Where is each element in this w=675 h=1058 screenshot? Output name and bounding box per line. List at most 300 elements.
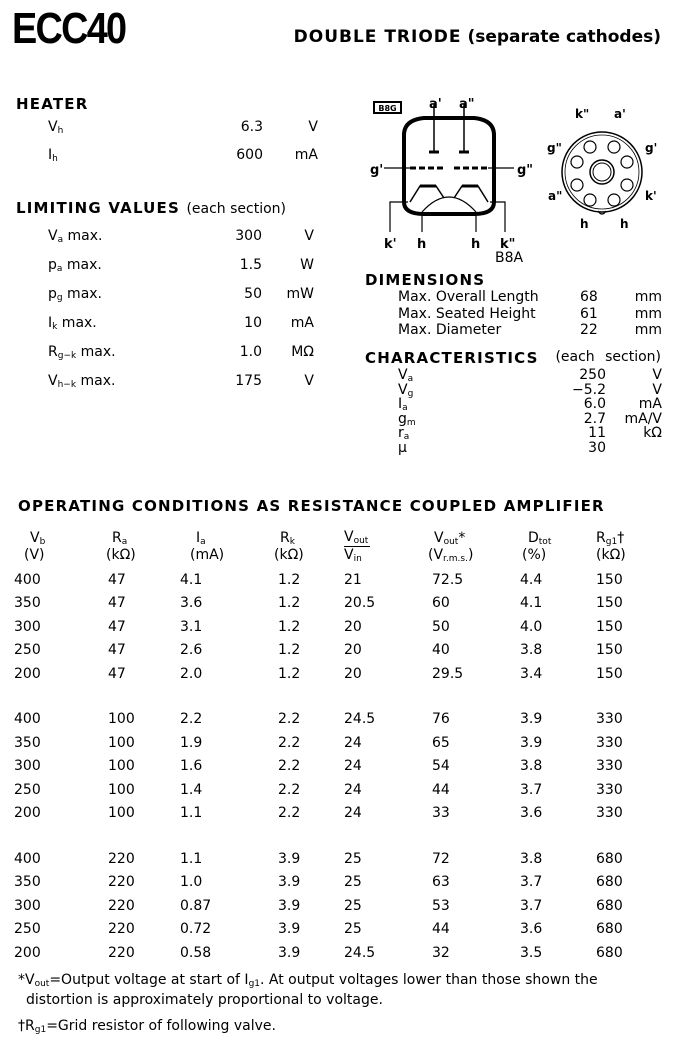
table-cell: 1.2 [278,665,301,682]
base-label-k2: k" [575,107,590,121]
symbol-subscript: b [39,537,46,547]
operating-conditions-table [14,526,656,965]
table-cell: 330 [596,781,623,798]
table-cell: 25 [344,850,362,867]
symbol-main: V [398,381,408,398]
symbol-main: V [30,530,40,546]
symbol-main: I [48,315,53,331]
table-row [14,941,656,965]
pin-8 [571,156,583,168]
table-row [14,639,656,663]
symbol-subscript: m [406,417,416,428]
label-a1: a' [429,97,442,112]
symbol-main: g [398,410,407,427]
symbol-subscript: g [56,293,63,303]
table-cell: 250 [14,781,41,798]
table-cell: 220 [108,897,135,914]
symbol-main: V [344,529,354,545]
table-cell: 400 [14,850,41,867]
table-cell: 220 [108,874,135,891]
table-row [14,802,656,826]
param-symbol [48,228,103,245]
param-unit: V [304,228,314,244]
symbol-main: p [48,257,57,273]
table-cell: 25 [344,921,362,938]
footnote-dagger-sub: g1 [34,1025,47,1035]
column-header-unit [596,547,656,568]
pin-7 [571,179,583,191]
limiting-row [48,286,314,304]
symbol-suffix: max. [62,286,103,302]
table-cell: 200 [14,665,41,682]
table-cell: 24 [344,758,362,775]
table-row [14,894,656,918]
table-cell: 350 [14,734,41,751]
table-cell: 1.2 [278,571,301,588]
footnote-star-text-sub: g1 [248,979,261,989]
table-cell: 24 [344,805,362,822]
symbol-mark: † [617,530,625,546]
param-value: 600 [236,147,263,163]
limiting-row [48,228,314,246]
table-cell: 300 [14,897,41,914]
table-cell: 330 [596,758,623,775]
base-spigot-inner [593,163,611,181]
limiting-heading [16,199,286,217]
param-symbol [398,440,407,457]
column-header-symbol [266,526,344,547]
footnote-star-text-a: =Output voltage at start of I [49,972,249,988]
table-cell: 40 [432,642,450,659]
table-row [14,778,656,802]
param-value: 10 [244,315,262,331]
table-cell: 300 [14,618,41,635]
table-cell: 150 [596,618,623,635]
table-cell: 3.6 [520,805,543,822]
table-cell: 250 [14,921,41,938]
limiting-row [48,315,314,333]
footnote-star-sub: out [34,979,50,989]
symbol-suffix: max. [63,228,103,244]
symbol-main: p [48,286,57,302]
pin-6 [584,194,596,206]
dimension-label: Max. Seated Height [398,305,536,322]
symbol-subscript: k [289,537,295,547]
unit-subscript: r.m.s. [443,554,468,564]
limiting-heading-text: LIMITING VALUES [16,199,181,217]
symbol-main: V [48,119,58,135]
base-label-g2: g" [547,141,562,155]
label-g2: g" [517,163,534,178]
symbol-main: R [596,530,606,546]
characteristic-row [398,367,662,382]
symbol-subscript: a [121,537,128,547]
table-cell: 0.58 [180,944,212,961]
param-unit: V [652,367,662,383]
table-cell: 350 [14,874,41,891]
pin-diagram-svg [362,90,675,265]
table-cell: 53 [432,897,450,914]
table-cell: 3.6 [180,595,203,612]
symbol-main: R [112,530,122,546]
symbol-main: r [398,425,404,441]
table-cell: 1.0 [180,874,203,891]
table-row [14,847,656,871]
fraction-denominator-subscript: in [353,554,362,564]
table-cell: 20 [344,665,362,682]
table-cell: 680 [596,850,623,867]
table-cell: 76 [432,711,450,728]
table-cell: 3.7 [520,874,543,891]
table-cell: 25 [344,897,362,914]
tube-description [294,27,661,47]
param-unit: V [652,381,662,398]
symbol-main: I [48,147,53,163]
table-cell: 680 [596,897,623,914]
table-cell: 47 [108,595,126,612]
footnote-star-text-c: distortion is approximately proportional to voltage. [26,992,383,1008]
label-k2: k" [500,237,516,252]
table-cell: 4.1 [180,571,203,588]
symbol-subscript: a [403,432,410,442]
table-cell: 220 [108,944,135,961]
param-value: 6.0 [583,396,606,412]
heater-heading: HEATER [16,95,89,113]
param-symbol [48,119,63,136]
fraction-numerator [344,529,370,547]
table-cell: 1.6 [180,758,203,775]
table-cell: 33 [432,805,450,822]
base-connection-diagram [362,90,675,265]
symbol-main: I [398,396,403,412]
table-cell: 0.72 [180,921,212,938]
column-unit: (kΩ) [106,547,136,563]
symbol-subscript: h [52,154,58,164]
symbol-subscript: tot [538,537,552,547]
table-cell: 100 [108,711,135,728]
limiting-row [48,373,314,391]
table-cell: 2.2 [278,805,301,822]
param-value: 6.3 [240,119,263,135]
table-cell: 2.2 [278,781,301,798]
symbol-main: D [528,530,539,546]
characteristics-heading [365,349,661,367]
table-cell: 3.4 [520,665,543,682]
dimension-value: 68 [580,289,598,305]
footnote-vout [18,972,598,1008]
table-cell: 400 [14,571,41,588]
spacer-cell [14,686,656,708]
column-unit: (%) [522,547,547,563]
dimension-row [398,322,662,338]
param-value: 1.0 [239,344,262,360]
column-unit: (kΩ) [596,547,626,563]
table-cell: 3.9 [278,850,301,867]
symbol-suffix: max. [62,257,102,273]
column-unit: (kΩ) [274,547,304,563]
table-cell: 3.5 [520,944,543,961]
table-cell: 2.6 [180,642,203,659]
table-cell: 100 [108,805,135,822]
table-cell: 1.2 [278,595,301,612]
table-cell: 24 [344,734,362,751]
table-body [14,568,656,965]
tube-type-title: ECC40 [12,4,126,53]
column-header-symbol [520,526,596,547]
symbol-suffix: max. [57,315,97,331]
footnote-star-symbol: V [25,972,35,988]
param-unit: V [308,119,318,135]
table-cell: 3.9 [278,874,301,891]
symbol-subscript: a [57,235,64,245]
column-header-unit [94,547,180,568]
paren-close: ) [467,547,474,563]
footnote-dagger-mark: † [18,1018,25,1034]
param-unit: mA/V [624,410,662,427]
table-cell: 330 [596,711,623,728]
table-cell: 3.8 [520,642,543,659]
label-h1: h [417,237,427,252]
base-label-a2: a" [548,189,563,203]
footnote-star-text-b: . At output voltages lower than those shown the [260,972,598,988]
heater-filament [422,197,476,212]
heater-row [48,119,318,137]
table-cell: 4.4 [520,571,543,588]
symbol-subscript: a [407,374,414,384]
table-cell: 250 [14,642,41,659]
description-main: DOUBLE TRIODE [293,27,462,47]
table-cell: 3.9 [278,921,301,938]
description-note: (separate cathodes) [467,27,661,47]
dimension-row [398,306,662,322]
pin-5 [608,194,620,206]
column-header-unit [344,547,418,568]
table-cell: 200 [14,944,41,961]
fraction-denominator-symbol: V [344,547,354,563]
table-cell: 47 [108,618,126,635]
dimension-label: Max. Overall Length [398,289,539,305]
table-cell: 100 [108,734,135,751]
table-cell: 1.1 [180,850,203,867]
table-cell: 200 [14,805,41,822]
table-cell: 4.0 [520,618,543,635]
table-row [14,755,656,779]
table-cell: 3.9 [278,897,301,914]
column-header-symbol [94,526,180,547]
param-unit: mW [286,286,314,302]
param-unit: kΩ [643,425,662,441]
base-label-g1: g' [645,141,658,155]
table-header-units [14,547,656,568]
param-value: 1.5 [239,257,262,273]
base-label-h1: h [580,217,589,231]
column-header-unit [520,547,596,568]
table-cell: 72 [432,850,450,867]
table-cell: 220 [108,921,135,938]
base-outline [562,132,642,212]
base-inner-ring [565,135,639,209]
dimension-label: Max. Diameter [398,322,502,338]
param-unit: W [300,257,314,273]
symbol-subscript: a [56,264,63,274]
param-symbol [48,373,115,390]
symbol-main: V [48,373,58,389]
table-row [14,662,656,686]
symbol-subscript: g−k [57,351,77,361]
param-unit: mA [294,147,318,163]
unit-symbol: V [433,547,444,563]
column-unit: (V) [24,547,45,563]
dimension-value: 61 [580,305,598,322]
table-cell: 32 [432,944,450,961]
param-value: 2.7 [583,410,606,427]
param-value: 30 [588,439,606,456]
table-cell: 24.5 [344,944,376,961]
limiting-row [48,257,314,275]
table-row [14,615,656,639]
pin-3 [621,156,633,168]
table-cell: 2.2 [278,734,301,751]
symbol-subscript: out [443,537,459,547]
table-cell: 47 [108,665,126,682]
table-cell: 47 [108,571,126,588]
param-unit: MΩ [291,344,314,360]
column-header-symbol [596,526,656,547]
table-cell: 3.6 [520,921,543,938]
footnote-star-mark: * [18,972,25,988]
table-cell: 65 [432,734,450,751]
column-header-symbol [180,526,266,547]
column-header-unit [180,547,266,568]
table-cell: 3.9 [278,944,301,961]
table-cell: 72.5 [432,571,464,588]
table-cell: 100 [108,781,135,798]
param-symbol [48,315,97,332]
group-spacer [14,825,656,847]
table-cell: 2.2 [180,711,203,728]
table-cell: 44 [432,921,450,938]
base-label-h2: h [620,217,629,231]
pin-1 [584,141,596,153]
group-spacer [14,686,656,708]
label-a2: a" [459,97,475,112]
table-cell: 20 [344,618,362,635]
dimension-unit: mm [634,322,662,338]
table-cell: 29.5 [432,665,464,682]
label-k1: k' [384,237,397,252]
table-cell: 25 [344,874,362,891]
heater-row [48,147,318,165]
param-value: 175 [235,373,262,389]
table-cell: 680 [596,874,623,891]
column-header-unit [418,547,520,568]
column-header-symbol [14,526,94,547]
label-g1: g' [370,163,384,178]
symbol-subscript: h [57,126,64,136]
table-cell: 4.1 [520,595,543,612]
dimension-unit: mm [634,289,662,305]
base-label-a1: a' [614,107,626,121]
symbol-main: V [434,530,444,546]
characteristic-row [398,411,662,426]
table-cell: 150 [596,595,623,612]
label-h2: h [471,237,481,252]
table-cell: 2.0 [180,665,203,682]
table-cell: 300 [14,758,41,775]
table-cell: 220 [108,850,135,867]
param-value: 300 [235,228,262,244]
param-value: −5.2 [572,381,606,398]
symbol-subscript: out [353,536,369,546]
table-cell: 1.9 [180,734,203,751]
table-cell: 1.1 [180,805,203,822]
base-name: B8A [495,250,524,265]
table-row [14,731,656,755]
table-cell: 60 [432,595,450,612]
symbol-main: R [280,530,290,546]
table-cell: 3.9 [520,734,543,751]
pin-2 [608,141,620,153]
tube-envelope [404,118,494,214]
symbol-main: μ [398,439,407,456]
table-cell: 330 [596,734,623,751]
table-cell: 3.8 [520,850,543,867]
table-cell: 21 [344,571,362,588]
symbol-subscript: g [407,388,414,399]
table-cell: 330 [596,805,623,822]
param-value: 11 [588,425,606,441]
param-unit: V [304,373,314,389]
symbol-main: I [196,530,201,546]
symbol-suffix: max. [76,373,116,389]
table-cell: 3.1 [180,618,203,635]
table-cell: 400 [14,711,41,728]
param-symbol [48,147,58,164]
table-cell: 20.5 [344,595,376,612]
table-cell: 3.7 [520,897,543,914]
pin-4 [621,179,633,191]
table-cell: 3.8 [520,758,543,775]
table-cell: 1.4 [180,781,203,798]
column-header-symbol [344,526,418,547]
table-cell: 1.2 [278,642,301,659]
base-badge-text: B8G [378,104,397,113]
operating-heading: OPERATING CONDITIONS AS RESISTANCE COUPLED AMPLIFIER [18,497,605,515]
spacer-cell [14,825,656,847]
param-unit: mA [638,396,662,412]
paren-open: ( [428,547,434,563]
characteristic-row [398,440,662,455]
dimension-value: 22 [580,322,598,338]
characteristic-row [398,396,662,411]
table-row [14,592,656,616]
symbol-subscript: a [200,537,206,547]
table-cell: 0.87 [180,897,212,914]
symbol-subscript: k [52,322,58,332]
table-header-symbols [14,526,656,547]
characteristic-row [398,425,662,440]
table-cell: 3.7 [520,781,543,798]
table-row [14,918,656,942]
table-cell: 350 [14,595,41,612]
table-cell: 47 [108,642,126,659]
table-cell: 2.2 [278,758,301,775]
table-cell: 680 [596,921,623,938]
footnote-dagger-symbol: R [25,1018,35,1034]
table-cell: 3.9 [520,711,543,728]
table-cell: 150 [596,571,623,588]
characteristics-heading-text: CHARACTERISTICS [365,349,539,367]
